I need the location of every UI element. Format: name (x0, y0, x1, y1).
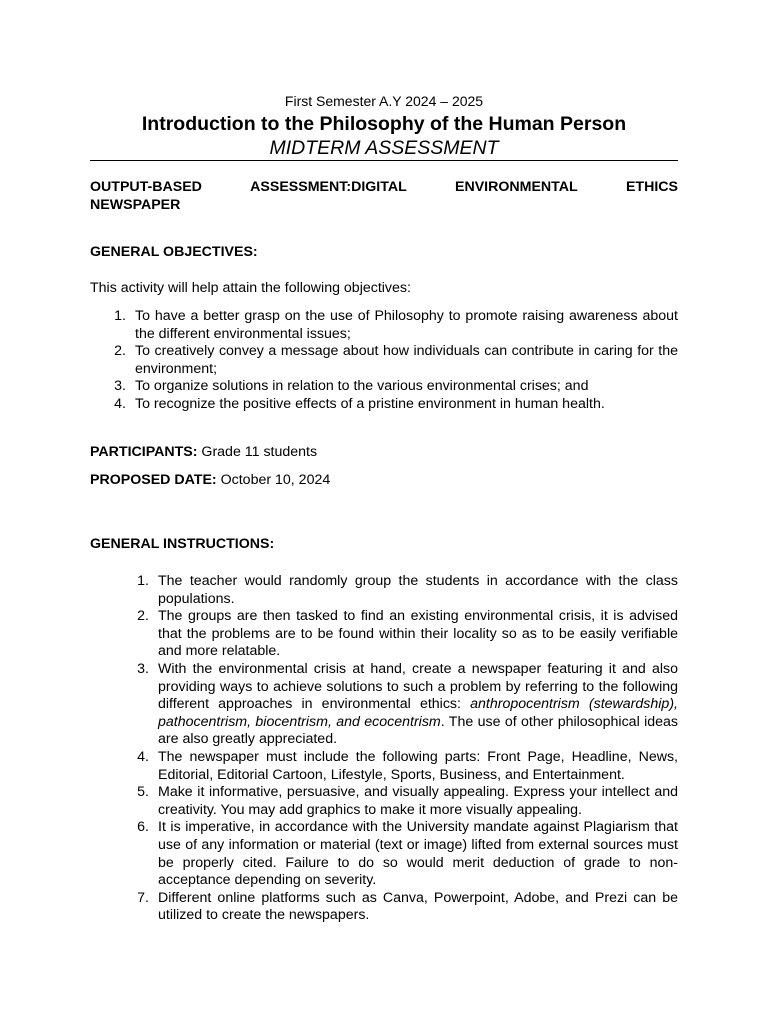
assessment-word: ETHICS (625, 179, 678, 195)
assessment-title-line2: NEWSPAPER (90, 196, 181, 213)
list-number: 4. (114, 395, 126, 412)
participants-label: PARTICIPANTS: (90, 444, 198, 460)
participants-value: Grade 11 students (201, 444, 318, 460)
assessment-word: ENVIRONMENTAL (455, 179, 578, 195)
list-text: It is imperative, in accordance with the University mandate against Plagiarism that use of any information or material (text or image) lifted from external sources must be properly cited. Failure to do so would merit deduction of grade to non-acceptance depending on severity. (158, 819, 678, 889)
course-title: Introduction to the Philosophy of the Human Person (141, 113, 627, 135)
assessment-word: OUTPUT-BASED (90, 179, 202, 195)
objectives-list (90, 308, 678, 414)
assessment-title-line1 (90, 179, 678, 197)
list-item (90, 343, 678, 378)
instructions-heading: GENERAL INSTRUCTIONS: (90, 536, 275, 552)
list-text: The newspaper must include the following parts: Front Page, Headline, News, Editorial, Editorial Cartoon, Lifestyle, Sports, Business, and Entertainment. (158, 748, 678, 783)
proposed-date-line (90, 472, 678, 490)
list-text: To have a better grasp on the use of Philosophy to promote raising awareness about the different environmental issues; (135, 308, 678, 342)
header-divider (90, 160, 678, 161)
list-text: To creatively convey a message about how individuals can contribute in caring for the environment; (135, 343, 678, 377)
objectives-heading: GENERAL OBJECTIVES: (90, 244, 258, 260)
list-number: 7. (137, 889, 149, 906)
list-item (90, 890, 678, 925)
semester-line: First Semester A.Y 2024 – 2025 (284, 93, 484, 109)
list-number: 1. (114, 308, 126, 324)
list-number: 1. (137, 573, 149, 589)
list-item (90, 573, 678, 608)
list-number: 2. (114, 343, 126, 360)
list-number: 3. (114, 378, 126, 395)
list-item (90, 819, 678, 889)
assessment-title (90, 179, 678, 214)
list-text: The groups are then tasked to find an existing environmental crisis, it is advised that the problems are to be found within their locality so as to be easily verifiable and more relatable. (158, 608, 678, 660)
assessment-subtitle: MIDTERM ASSESSMENT (269, 137, 499, 159)
list-text: Make it informative, persuasive, and visually appealing. Express your intellect and creativity. You may add graphics to make it more visually appealing. (158, 784, 678, 818)
proposed-date-label: PROPOSED DATE: (90, 472, 217, 488)
list-number: 2. (137, 608, 149, 625)
list-item (90, 378, 678, 396)
list-text: Different online platforms such as Canva, Powerpoint, Adobe, and Prezi can be utilized to create the newspapers. (158, 889, 678, 924)
instructions-list (90, 573, 678, 925)
proposed-date-value: October 10, 2024 (220, 472, 331, 488)
list-item (90, 308, 678, 343)
list-item (90, 608, 678, 661)
list-number: 5. (137, 784, 149, 801)
list-text: To recognize the positive effects of a pristine environment in human health. (135, 395, 605, 412)
list-number: 3. (137, 660, 149, 677)
participants-line (90, 444, 678, 462)
list-text: . The use of other philosophical ideas are also greatly appreciated. (158, 713, 678, 748)
list-number: 6. (137, 819, 149, 836)
assessment-word: ASSESSMENT:DIGITAL (250, 179, 407, 195)
list-number: 4. (137, 748, 149, 765)
list-item (90, 784, 678, 819)
list-item (90, 661, 678, 749)
list-text: With the environmental crisis at hand, create a newspaper featuring it and also providing ways to achieve solutions to such a problem by referring to the following different approaches in environmental ethics: (158, 660, 678, 713)
list-text-italic: anthropocentrism (stewardship), pathocentrism, biocentrism, and ecocentrism (158, 696, 678, 730)
list-text: The teacher would randomly group the students in accordance with the class populations. (158, 573, 678, 607)
list-text: To organize solutions in relation to the various environmental crises; and (135, 378, 589, 395)
document-header (90, 93, 678, 160)
list-item (90, 749, 678, 784)
objectives-intro: This activity will help attain the following objectives: (90, 280, 411, 296)
list-item (90, 396, 678, 414)
